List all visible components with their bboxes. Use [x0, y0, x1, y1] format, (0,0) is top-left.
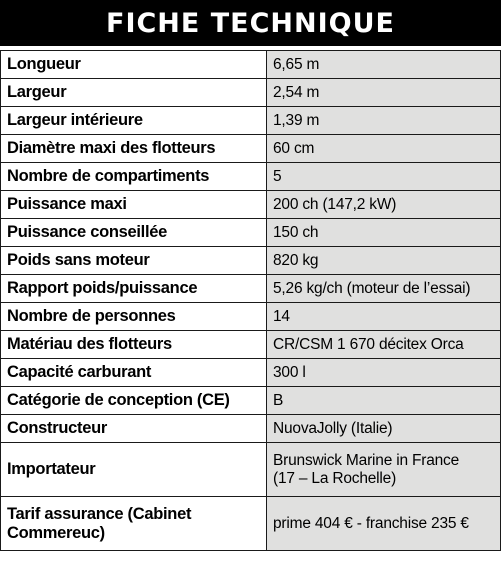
spec-value: 6,65 m: [267, 51, 501, 79]
spec-value: 820 kg: [267, 247, 501, 275]
spec-value-line: (17 – La Rochelle): [273, 469, 397, 487]
spec-value: NuovaJolly (Italie): [267, 415, 501, 443]
spec-value: 5: [267, 163, 501, 191]
table-row: [1, 331, 501, 359]
spec-value: 300 l: [267, 359, 501, 387]
spec-value: 1,39 m: [267, 107, 501, 135]
sheet-title: FICHE TECHNIQUE: [106, 7, 395, 39]
spec-value: 14: [267, 303, 501, 331]
table-row: [1, 415, 501, 443]
spec-value-line: Brunswick Marine in France: [273, 451, 460, 469]
spec-value: B: [267, 387, 501, 415]
spec-label-line: Commereuc): [7, 523, 105, 542]
spec-value: 60 cm: [267, 135, 501, 163]
table-row: [1, 191, 501, 219]
spec-label: Nombre de compartiments: [1, 163, 267, 191]
spec-label: Matériau des flotteurs: [1, 331, 267, 359]
spec-label: [1, 497, 267, 551]
table-row: [1, 303, 501, 331]
spec-label: Importateur: [1, 443, 267, 497]
spec-value: CR/CSM 1 670 décitex Orca: [267, 331, 501, 359]
table-row: [1, 359, 501, 387]
spec-label: Largeur intérieure: [1, 107, 267, 135]
spec-value: 2,54 m: [267, 79, 501, 107]
spec-label: Largeur: [1, 79, 267, 107]
table-row: [1, 79, 501, 107]
spec-label: Capacité carburant: [1, 359, 267, 387]
table-row: [1, 387, 501, 415]
table-row: [1, 497, 501, 551]
spec-table: [0, 50, 501, 551]
spec-value: 200 ch (147,2 kW): [267, 191, 501, 219]
table-row: [1, 51, 501, 79]
table-row: [1, 443, 501, 497]
table-row: [1, 107, 501, 135]
spec-value: [267, 443, 501, 497]
table-row: [1, 219, 501, 247]
table-row: [1, 135, 501, 163]
spec-label: Nombre de personnes: [1, 303, 267, 331]
spec-label-line: Tarif assurance (Cabinet: [7, 504, 192, 523]
title-bar: [0, 0, 501, 46]
spec-label: Puissance maxi: [1, 191, 267, 219]
spec-label: Catégorie de conception (CE): [1, 387, 267, 415]
table-row: [1, 275, 501, 303]
spec-label: Longueur: [1, 51, 267, 79]
spec-label: Puissance conseillée: [1, 219, 267, 247]
spec-value: prime 404 € - franchise 235 €: [267, 497, 501, 551]
spec-label: Constructeur: [1, 415, 267, 443]
table-row: [1, 163, 501, 191]
spec-label: Rapport poids/puissance: [1, 275, 267, 303]
spec-value: 150 ch: [267, 219, 501, 247]
spec-label: Poids sans moteur: [1, 247, 267, 275]
spec-label: Diamètre maxi des flotteurs: [1, 135, 267, 163]
spec-value: 5,26 kg/ch (moteur de l’essai): [267, 275, 501, 303]
table-row: [1, 247, 501, 275]
